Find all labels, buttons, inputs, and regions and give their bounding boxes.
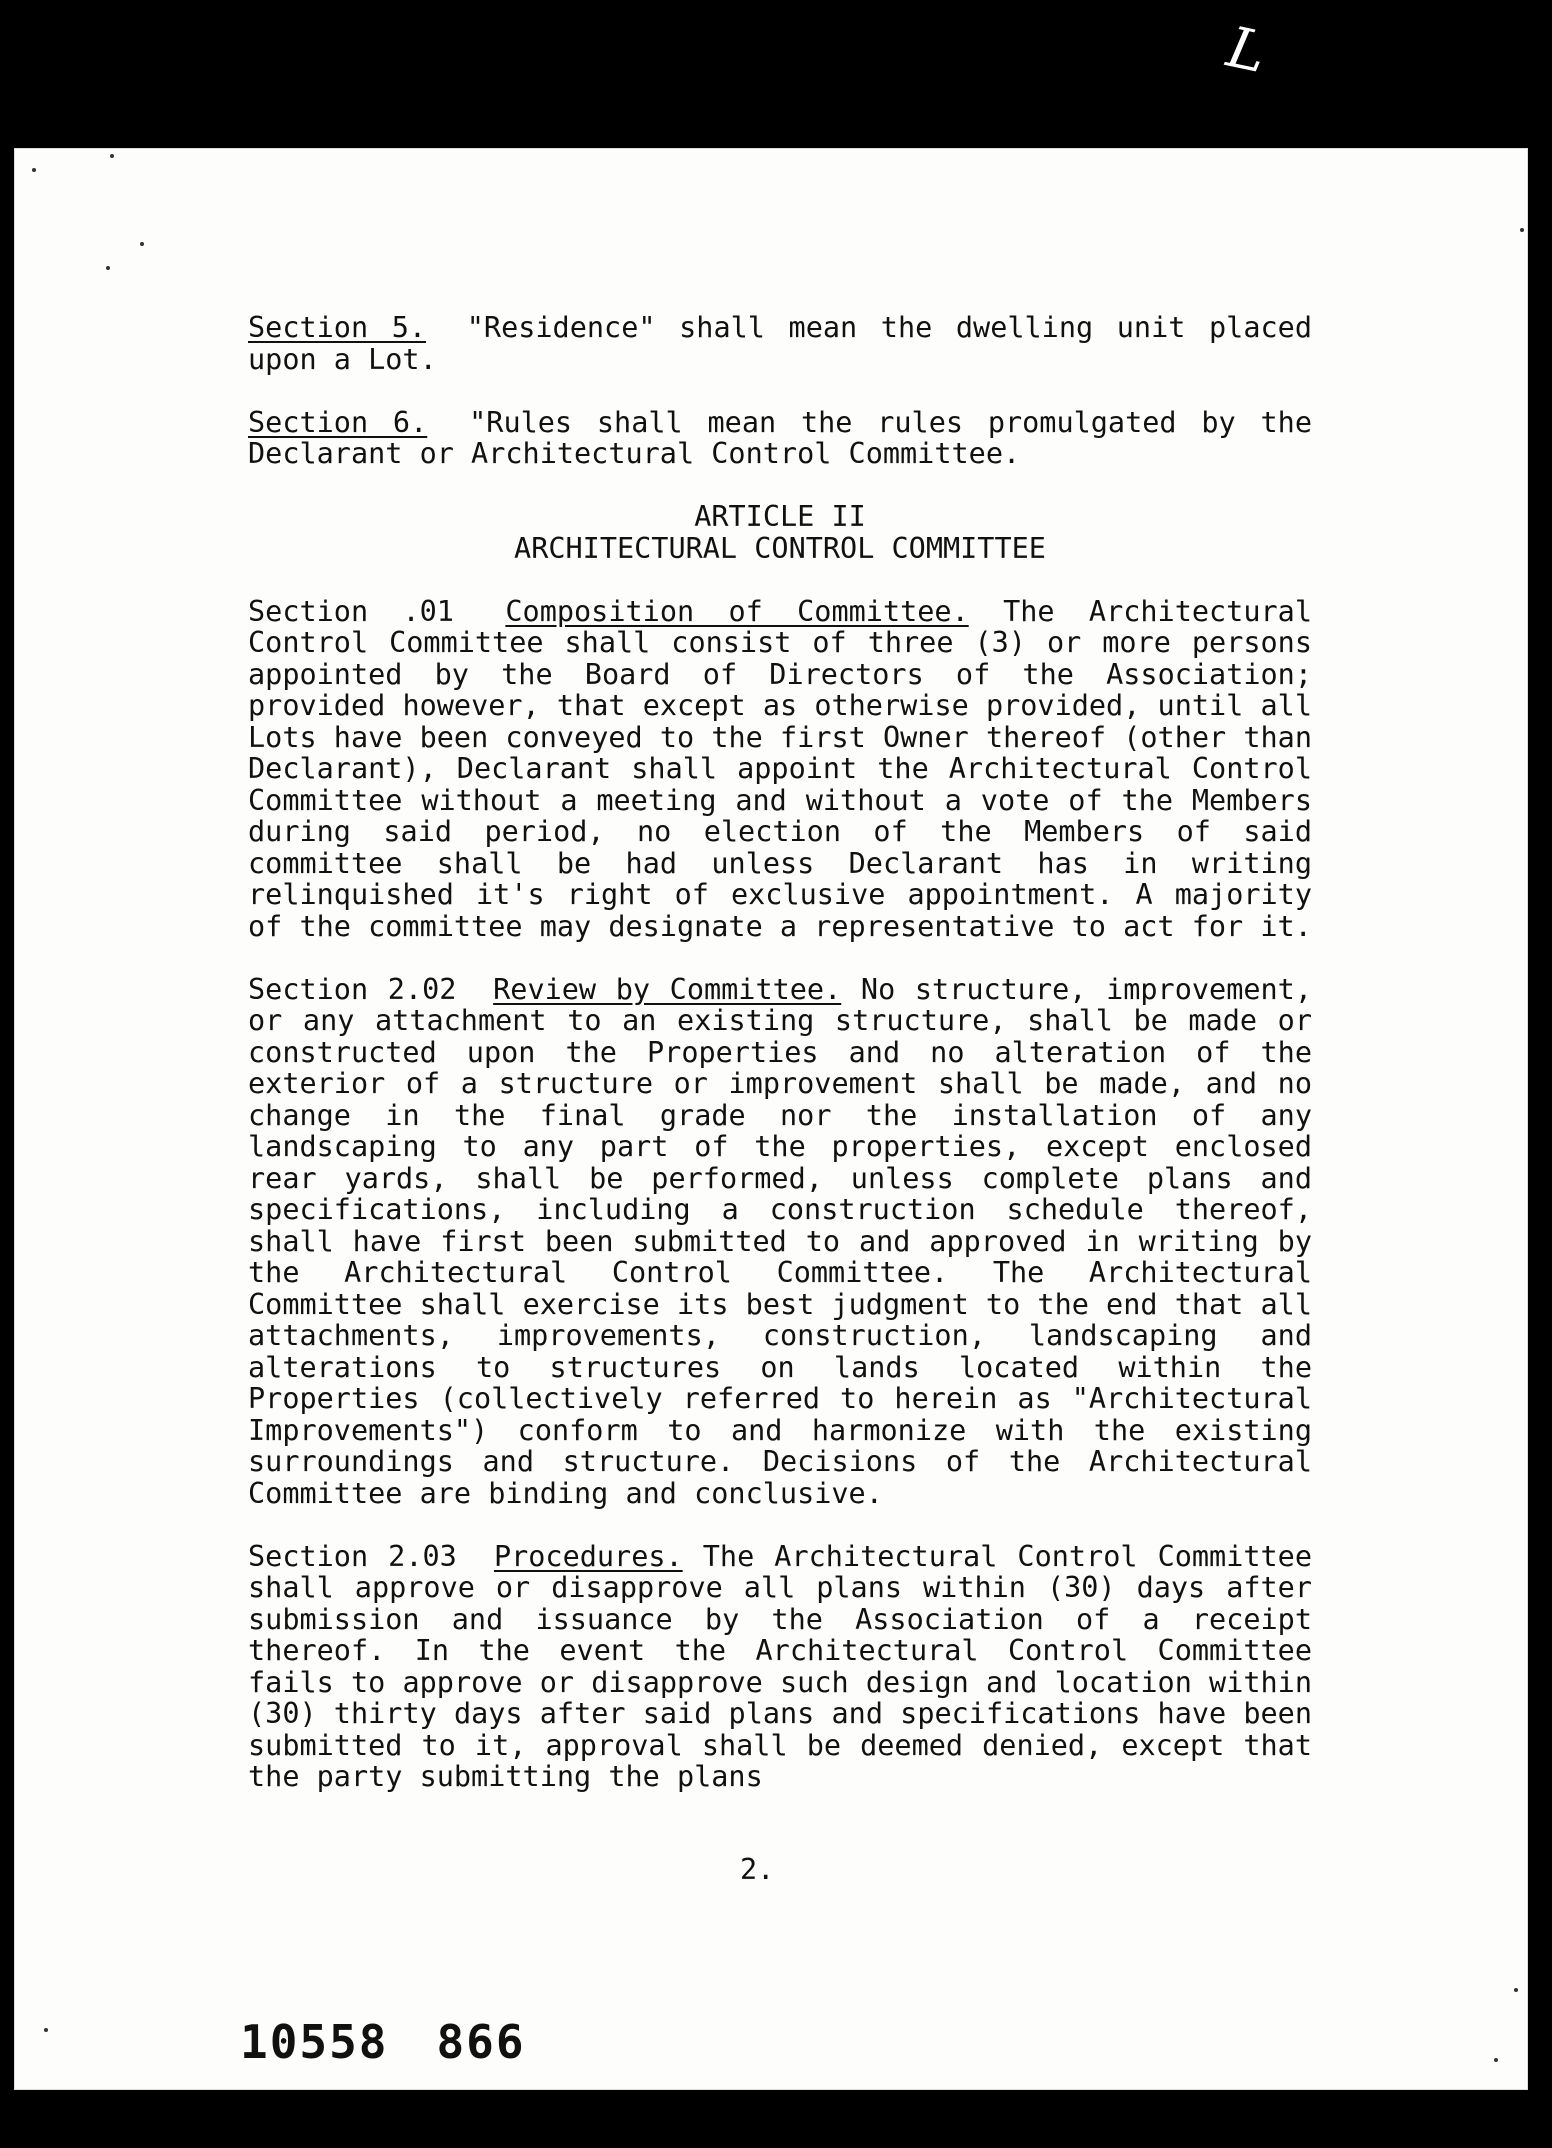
handwritten-mark: L [1221,14,1272,87]
section-text: No structure, improvement, or any attachment to an existing structure, shall be made or constructed upon the Properties and no alteration of the exterior of a structure or improvement shall be made, and no change in the final grade nor the installation of any landscaping to any part of the properties, except enclosed rear yards, shall be performed, unless complete plans and specifications, including a construction schedule thereof, shall have first been submitted to and approved in writing by the Architectural Control Committee. The Architectural Committee shall exercise its best judgment to the end that all attachments, improvements, construction, landscaping and alterations to structures on lands located within the Properties (collectively referred to herein as "Architectural Improvements") conform to and harmonize with the existing surroundings and structure. Decisions of the Architectural Committee are binding and conclusive. [248,972,1312,1510]
scan-speck [1514,1988,1518,1992]
scan-speck [110,154,114,158]
section-text: "Residence" shall mean the dwelling unit placed upon a Lot. [248,311,1312,376]
section-ref: Section 6. [248,405,428,439]
section-text: The Architectural Control Committee shall consist of three (3) or more persons appointed by the Board of Directors of the Association; provided however, that except as otherwise provided, until all Lots have been conveyed to the first Owner thereof (other than Declarant), Declarant shall appoint the Architectural Control Committee without a meeting and without a vote of the Members during said period, no election of the Members of said committee shall be had unless Declarant has in writing relinquished it's right of exclusive appointment. A majority of the committee may designate a representative to act for it. [248,594,1312,943]
section-text: "Rules shall mean the rules promulgated by the Declarant or Architectural Control Committee. [248,405,1312,470]
section-5 [248,312,1312,375]
article-number: ARTICLE II [694,500,866,533]
section-title: Procedures. [493,1539,683,1573]
scan-top-border [0,0,1552,148]
article-title: ARCHITECTURAL CONTROL COMMITTEE [514,531,1046,565]
section-01-composition [248,596,1312,943]
document-body [248,312,1312,1793]
section-2-02-review [248,974,1312,1510]
section-ref: Section 2.02 [248,972,457,1006]
section-2-03-procedures [248,1541,1312,1793]
article-heading [248,501,1312,564]
doc-number-right: 866 [436,2015,526,2069]
scan-speck [32,168,36,172]
scan-speck [140,242,144,246]
page-number: 2. [740,1853,775,1886]
section-ref: Section 2.03 [248,1539,457,1573]
section-title: Review by Committee. [493,972,842,1006]
section-ref: Section .01 [248,594,454,628]
section-title: Composition of Committee. [505,594,969,628]
scan-speck [1520,228,1524,232]
section-text: The Architectural Control Committee shall approve or disapprove all plans within (30) days after submission and issuance by the Association of a receipt thereof. In the event the Architectural Control Committee fails to approve or disapprove such design and location within (30) thirty days after said plans and specifications have been submitted to it, approval shall be deemed denied, except that the party submitting the plans [248,1539,1312,1793]
scan-speck [1494,2058,1498,2062]
doc-number-left: 10558 [240,2015,389,2069]
scan-speck [44,2028,48,2032]
scan-speck [106,266,110,270]
document-number [240,2015,526,2069]
section-6 [248,407,1312,470]
section-ref: Section 5. [248,311,427,344]
